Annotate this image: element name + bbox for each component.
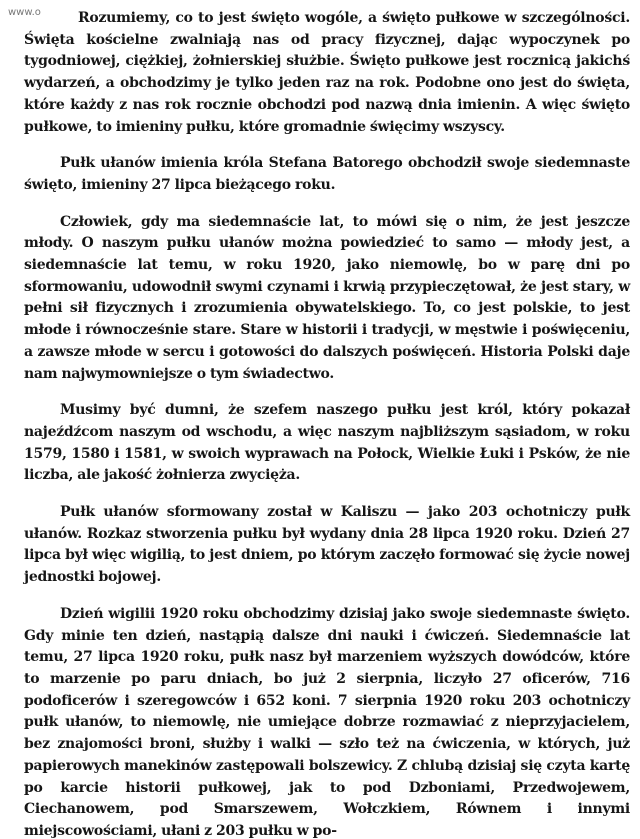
paragraph-3: Człowiek, gdy ma siedemnaście lat, to mówi się o nim, że jest jeszcze młody. O naszym pułku ułanów można powiedzieć to samo — młody jest, a siedemnaście lat temu, w roku 1920, jako niemowlę, bo w parę dni po sformowaniu, udowodnił swymi czynami i krwią przypieczętował, że jest stary, w pełni sił fizycznych i zrozumienia obywatelskiego. To, co jest polskie, to jest młode i równocześnie stare. Stare w historii i tradycji, w męstwie i poświęceniu, a zawsze młode w sercu i gotowości do dalszych poświęceń. Historia Polski daje nam najwymowniejsze o tym świadectwo. <box>24 213 630 382</box>
site-watermark: www.o <box>8 7 41 18</box>
paragraph-6: Dzień wigilii 1920 roku obchodzimy dzisiaj jako swoje siedemnaste święto. Gdy minie ten dzień, nastąpią dalsze dni nauki i ćwiczeń. Siedemnaście lat temu, 27 lipca 1920 roku, pułk nasz był marzeniem wyższych dowódców, które to marzenie po paru dniach, bo już 2 sierpnia, liczyło 27 oficerów, 716 podoficerów i szeregowców i 652 koni. 7 sierpnia 1920 roku 203 ochotniczy pułk ułanów, to niemowlę, nie umiejące dobrze rozmawiać z nieprzyjacielem, bez znajomości broni, służby i walki — szło też na ćwiczenia, w których, już papierowych manekinów zastępowali bolszewicy. Z chlubą dzisiaj się czyta kartę po karcie historii pułkowej, jak to pod Dzboniami, Przedwojewem, Ciechanowem, pod Smarszewem, Wołczkiem, Równem i innymi miejscowościami, ułani z 203 pułku w po- <box>24 605 630 839</box>
paragraph-4: Musimy być dumni, że szefem naszego pułku jest król, który pokazał najeźdźcom naszym od wschodu, a więc naszym najbliższym sąsiadom, w roku 1579, 1580 i 1581, w swoich wyprawach na Połock, Wielkie Łuki i Psków, że nie liczba, ale jakość żołnierza zwycięża. <box>24 402 630 484</box>
paragraph-5: Pułk ułanów sformowany został w Kaliszu — jako 203 ochotniczy pułk ułanów. Rozkaz stworzenia pułku był wydany dnia 28 lipca 1920 roku. Dzień 27 lipca był więc wigilią, to jest dniem, po którym zaczęło formować się życie nowej jednostki bojowej. <box>24 504 630 586</box>
paragraph-2: Pułk ułanów imienia króla Stefana Batorego obchodził swoje siedemnaste święto, imieniny 27 lipca bieżącego roku. <box>24 155 630 193</box>
paragraph-1: Rozumiemy, co to jest święto wogóle, a święto pułkowe w szczególności. Święta kościelne zwalniają nas od pracy fizycznej, dając wypoczynek po tygodniowej, ciężkiej, żołnierskiej służbie. Święto pułkowe jest rocznicą jakichś wydarzeń, a obchodzimy je tylko jeden raz na rok. Podobne ono jest do święta, które każdy z nas rok rocznie obchodzi pod nazwą dnia imienin. A więc święto pułkowe, to imieniny pułku, które gromadnie święcimy wszyscy. <box>24 10 630 135</box>
